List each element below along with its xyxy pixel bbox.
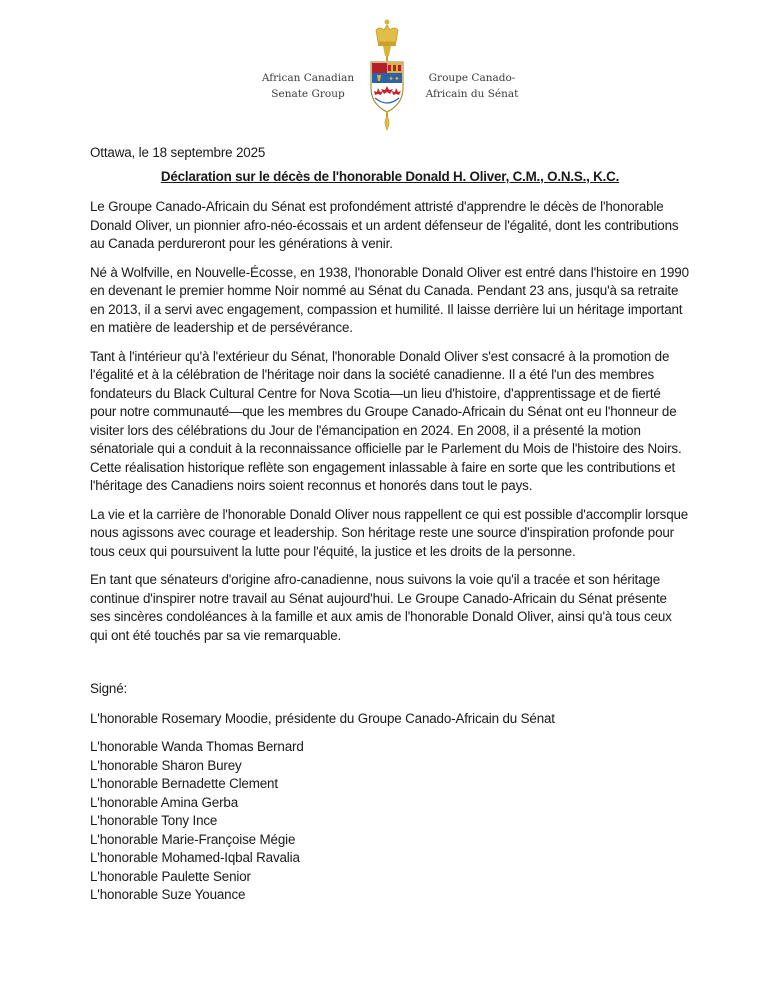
document-title: Déclaration sur le décès de l'honorable Donald H. Oliver, C.M., O.N.S., K.C. [160, 169, 620, 184]
letterhead-english-name [258, 70, 358, 102]
letterhead-right-line1: Groupe Canado- [428, 72, 516, 84]
body-paragraph: En tant que sénateurs d'origine afro-canadienne, nous suivons la voie qu'il a tracée et son héritage continue d'inspirer notre travail au Sénat aujourd'hui. Le Groupe Canado-Africain du Sénat présente ses sincères condoléances à la famille et aux amis de l'honorable Donald Oliver, ainsi qu'à tous ceux qui ont été touchés par sa vie remarquable. [90, 572, 672, 643]
signer: L'honorable Mohamed-Iqbal Ravalia [90, 850, 300, 865]
body-paragraph: La vie et la carrière de l'honorable Donald Oliver nous rappellent ce qui est possible d'accomplir lorsque nous agissons avec courage et leadership. Son héritage reste une source d'inspiration profonde pour tous ceux qui poursuivent la lutte pour l'équité, la justice et les droits de la personne. [90, 506, 689, 559]
signer: L'honorable Wanda Thomas Bernard [90, 739, 304, 754]
signer: L'honorable Tony Ince [90, 813, 218, 828]
letterhead [0, 18, 773, 133]
svg-text:✦✦: ✦✦ [388, 75, 400, 83]
senate-crest-icon [366, 18, 408, 132]
signer: L'honorable Suze Youance [90, 887, 246, 902]
signed-label: Signé: [90, 681, 128, 696]
chair-signature: L'honorable Rosemary Moodie, présidente du Groupe Canado-Africain du Sénat [90, 711, 555, 726]
body-paragraph: Tant à l'intérieur qu'à l'extérieur du Sénat, l'honorable Donald Oliver s'est consacré à la promotion de l'égalité et à la célébration de l'héritage noir dans la société canadienne. Il a été l'un des membres fondateurs du Black Cultural Centre for Nova Scotia—un lieu d'histoire, d'apprentissage et de fierté pour notre communauté—que les membres du Groupe Canado-Africain du Sénat ont eu l'honneur de visiter lors des célébrations du Jour de l'émancipation en 2024. En 2008, il a présenté la motion sénatoriale qui a conduit à la reconnaissance officielle par le Parlement du Mois de l'histoire des Noirs. Cette réalisation historique reflète son engagement inlassable à faire en sorte que les contributions et l'héritage des Canadiens noirs soient reconnus et honorés dans tout le pays. [90, 348, 682, 493]
mace-tip-icon [385, 111, 389, 130]
crown-icon [376, 20, 398, 62]
signer: L'honorable Sharon Burey [90, 757, 242, 773]
letterhead-left-line1: African Canadian [261, 72, 355, 84]
document-date: Ottawa, le 18 septembre 2025 [90, 145, 266, 160]
letterhead-left-line2: Senate Group [271, 88, 345, 100]
document-body [90, 198, 690, 655]
body-paragraph: Né à Wolfville, en Nouvelle-Écosse, en 1938, l'honorable Donald Oliver est entré dans l'histoire en 1990 en devenant le premier homme Noir nommé au Sénat du Canada. Pendant 23 ans, jusqu'à sa retraite en 2013, il a servi avec engagement, compassion et humilité. Il laisse derrière lui un héritage important en matière de leadership et de persévérance. [90, 264, 689, 335]
signer: L'honorable Paulette Senior [90, 868, 251, 884]
signer: L'honorable Bernadette Clement [90, 776, 278, 791]
shield-icon [371, 62, 403, 112]
signer: L'honorable Marie-Françoise Mégie [90, 831, 296, 847]
signers-list [90, 738, 690, 905]
letterhead-right-line2: Africain du Sénat [425, 88, 519, 100]
body-paragraph: Le Groupe Canado-Africain du Sénat est profondément attristé d'apprendre le décès de l'honorable Donald Oliver, un pionnier afro-néo-écossais et un ardent défenseur de l'égalité, dont les contributions au Canada perdureront pour les générations à venir. [90, 199, 679, 251]
signer: L'honorable Amina Gerba [90, 794, 238, 810]
letterhead-french-name [422, 70, 522, 102]
